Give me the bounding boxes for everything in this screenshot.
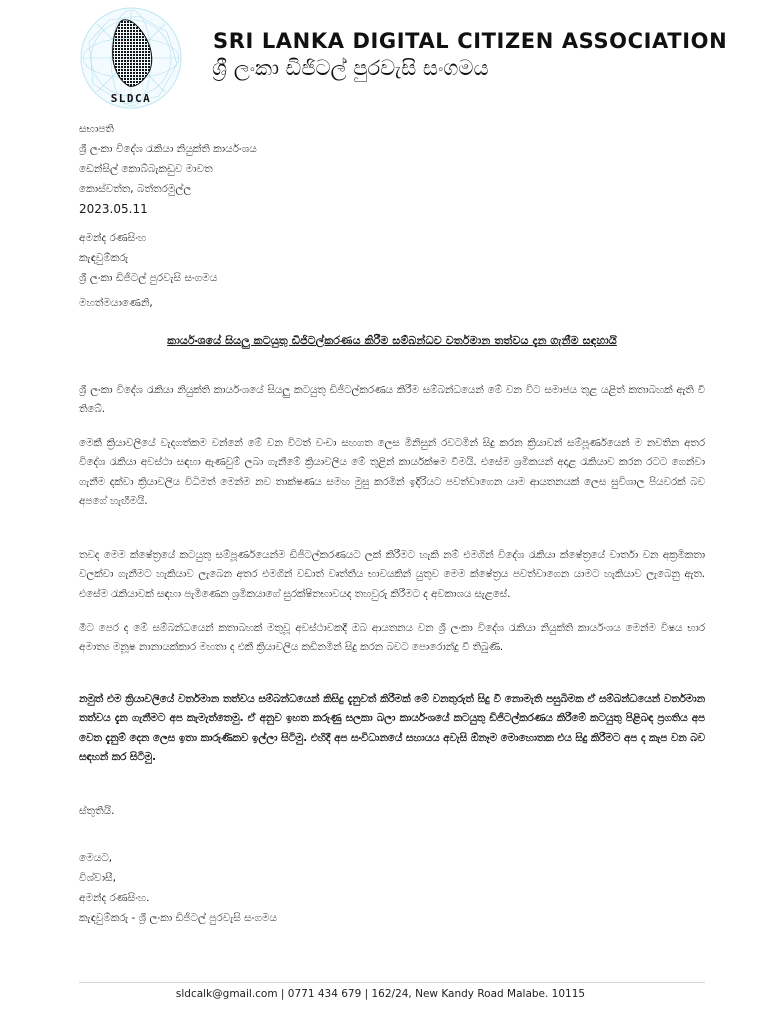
sender-line: අමන්ද රණසිංහ (79, 232, 147, 244)
sender-block (79, 228, 217, 288)
footer-divider (79, 982, 705, 983)
logo-text: SLDCA (110, 92, 152, 105)
signature-line: කැඳවුම්කරු - ශ්‍රී ලංකා ඩිජිටල් පුරවැසි සංගමය (79, 912, 277, 924)
signature-line: අමන්ද රණසිංහ. (79, 892, 150, 904)
recipient-line: කොස්වත්ත, බත්තරමුල්ල (79, 183, 192, 195)
letter-date: 2023.05.11 (79, 202, 148, 216)
footer-contact: sldcalk@gmail.com | 0771 434 679 | 162/24, New Kandy Road Malabe. 10115 (175, 988, 586, 1000)
subject-heading: කාර්යංශයේ සියලු කටයුතු ඩිජිටල්කරණය කිරීම සම්බන්ධව වර්තමාන තත්වය දැන ගැනීම සඳහායි (167, 334, 617, 347)
org-name-si: ශ්‍රී ලංකා ඩිජිටල් පුරවැසි සංගමය (212, 56, 489, 80)
sldca-logo (79, 6, 183, 110)
signature-line: විශ්වාසී, (79, 872, 116, 884)
recipient-line: සභාපති (79, 123, 114, 135)
body-paragraph-1: ශ්‍රී ලංකා විදේශ රැකියා නියුක්ති කාර්යංශයේ සියලු කටයුතු ඩිජිටල්කරණය කිරීම සම්බන්ධයෙන් මේ වන විට සමාජය තුළ යළිත් කතාබහක් ඇති වී තිබේ. (79, 384, 705, 416)
signature-block (79, 848, 277, 928)
recipient-address (79, 119, 257, 219)
sender-line: කැඳවුම්කරු (79, 252, 129, 264)
recipient-line: ඩෙන්සිල් කොබ්බැකඩුව මාවත (79, 163, 213, 175)
body-paragraph-5: නමුත් එම ක්‍රියාවලියේ වර්තමාන තත්වය සම්බන්ධයෙන් කිසිදු දැනුවත් කිරීමක් මේ වනතුරුත් සිදු වී නොමැති පසුබිමක ඒ සම්බන්ධයෙන් වර්තමාන තත්වය දැන ගැනීමට අප කැමැත්තෙමු. ඒ අනුව ඉහත කරුණු සලකා බලා කාර්යංශයේ කටයුතු ඩිජිටල්කරණය කිරීමේ කටයුතු පිළිබඳ ප්‍රගතිය අප වෙත දැනුම් දෙන ලෙස ඉතා කාරුණිකව ඉල්ලා සිටිමු. එහිදී අප සංවිධානයේ සහායය අවැසි ඕනෑම මොහොතක එය සිදු කිරීමට අප ද කැප වන බව සඳහන් කර සිටිමු. (79, 693, 705, 763)
signature-line: මෙයට, (79, 852, 113, 864)
salutation: මහත්මයාණෙනි, (79, 297, 153, 309)
body-paragraph-4: මීට පෙර ද මේ සම්බන්ධයෙන් කතාබහක් මතුවූ අවස්ථාවකදී ඔබ ආයතනය වන ශ්‍රී ලංකා විදේශ රැකියා නියුක්ති කාර්යංශය මෙන්ම විෂය භාර අමාත්‍ය මනූෂ නානායක්කාර මහතා ද එකී ක්‍රියාවලිය කඩිනමින් සිදු කරන බවට පොරොන්දු වී තිබුණි. (79, 622, 705, 654)
thanks-line: ස්තුතියි. (79, 805, 115, 817)
body-paragraph-3: තවද මෙම ක්ෂේත්‍රයේ කටයුතු සම්පූර්ණයෙන්ම ඩිජිටල්කරණයට ලක් කිරීමට හැකි නම් එමගින් විදේශ රැකියා ක්ෂේත්‍රයේ වාර්තා වන අක්‍රමිකතා වලක්වා ගැනීමට හැකියාව ලැබෙන අතර එමගින් වඩාත් වෘත්තීය භාවයකින් යුතුව මෙම ක්ෂේත්‍රය පවත්වාගෙන යාමට හැකියාව ලැබෙනු ඇත. එසේම රැකියාවක් සඳහා පැමිණෙන ශ්‍රමිකයාගේ සුරක්ෂිතභාවයද තහවුරු කිරීමට ද අවකාශය සැළසේ. (79, 549, 705, 600)
org-name-en: SRI LANKA DIGITAL CITIZEN ASSOCIATION (213, 29, 728, 53)
recipient-line: ශ්‍රී ලංකා විදේශ රැකියා නියුක්ති කාර්යංශය (79, 143, 257, 155)
body-paragraph-2: මෙකී ක්‍රියාවලියේ වැදගත්කම වන්නේ මේ වන විටත් වංචා සහගත ලෙස මිනිසුන් රවටමින් සිදු කරන ක්‍රියාවන් සම්පූර්ණයෙන් ම නවතින අතර විදේශ රැකියා අවස්ථා සඳහා ඇණවුම් ලබා ගැනීමේ ක්‍රියාවලිය මේ තුළින් කාර්යක්ෂම වීමයි. එසේම ශ්‍රමිකයන් අදාළ රැකියාව කරන රටට ගෙන්වා ගැනීම දක්වා ක්‍රියාවලිය විධිමත් මෙන්ම නව තාක්ෂණය සමඟ මුසු කරමින් ඉදිරියට පවත්වාගෙන යාම ආයතනයක් ලෙස සුවිශාල පියවරක් බව අපගේ හැඟීමයි. (79, 437, 705, 507)
sender-line: ශ්‍රී ලංකා ඩිජිටල් පුරවැසි සංගමය (79, 272, 218, 284)
